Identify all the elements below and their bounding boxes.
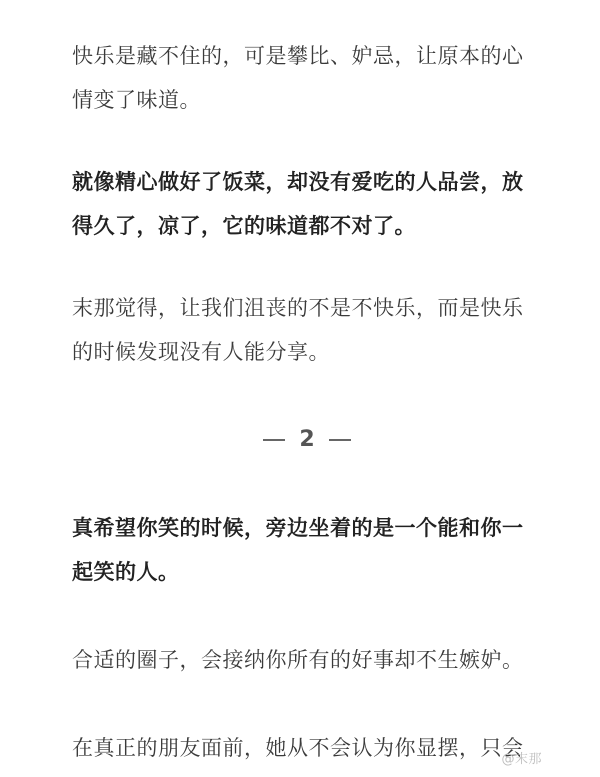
paragraph-line: 的时候发现没有人能分享。 [72,340,330,364]
paragraph-line: 就像精心做好了饭菜，却没有爱吃的人品尝，放 [72,170,524,194]
paragraph-5 [72,638,542,682]
paragraph-3 [72,286,542,374]
paragraph-2-bold [72,160,542,248]
paragraph-line: 在真正的朋友面前，她从不会认为你显摆，只会 [72,736,524,760]
watermark: @末那 [501,752,542,767]
paragraph-line: 得久了，凉了，它的味道都不对了。 [72,214,416,238]
paragraph-1 [72,34,542,122]
paragraph-6 [72,726,542,770]
paragraph-line: 末那觉得，让我们沮丧的不是不快乐，而是快乐 [72,296,524,320]
paragraph-line: 快乐是藏不住的，可是攀比、妒忌，让原本的心 [72,44,524,68]
dash-right [329,439,351,441]
paragraph-line: 情变了味道。 [72,88,201,112]
paragraph-line: 真希望你笑的时候，旁边坐着的是一个能和你一 [72,516,524,540]
section-divider [72,418,542,462]
paragraph-4-bold [72,506,542,594]
dash-left [263,439,285,441]
paragraph-line: 起笑的人。 [72,560,180,584]
paragraph-line: 合适的圈子，会接纳你所有的好事却不生嫉妒。 [72,648,524,672]
section-number: 2 [299,427,315,452]
